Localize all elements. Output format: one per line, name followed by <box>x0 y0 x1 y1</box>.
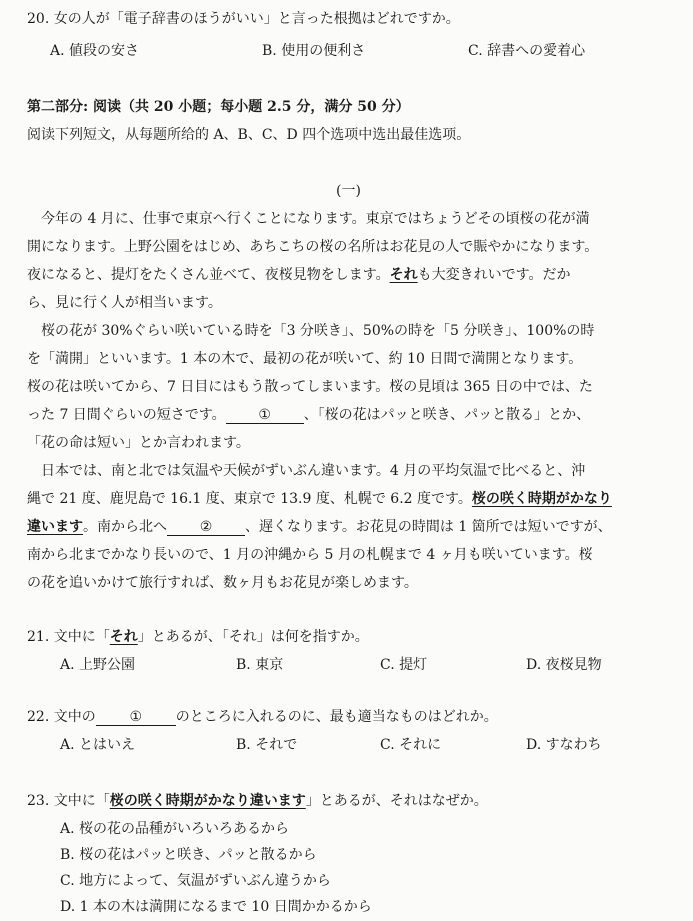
passage-text: 、「桜の花はパッと咲き、パッと散る」とか、 <box>303 407 591 423</box>
q22-option-c: C. それに <box>380 737 442 753</box>
passage-text: 。南から北へ <box>83 519 167 535</box>
passage-text: 夜になると、提灯をたくさん並べて、夜桜見物をします。 <box>27 267 390 283</box>
underlined-sore: それ <box>389 267 418 283</box>
q23-stem <box>27 790 488 810</box>
section-instruction: 阅读下列短文，从每题所给的 A、B、C、D 四个选项中选出最佳选项。 <box>27 127 471 143</box>
passage-line: ら、見に行く人が相当います。 <box>27 295 222 311</box>
q22-stem-pre: 22. 文中の <box>27 709 96 725</box>
passage-line: 桜の花が 30%ぐらい咲いている時を「3 分咲き」、50%の時を「5 分咲き」、100%の時 <box>27 323 595 339</box>
q21-stem-pre: 21. 文中に「 <box>27 629 110 645</box>
q23-stem-ref: 桜の咲く時期がかなり違います <box>109 793 306 809</box>
q22-option-a: A. とはいえ <box>60 737 136 753</box>
q21-stem-post: 」とあるが、「それ」は何を指すか。 <box>137 629 369 645</box>
q20-option-b: B. 使用の便利さ <box>262 43 366 59</box>
passage-line: 開になります。上野公園をはじめ、あちこちの桜の名所はお花見の人で賑やかになります。 <box>27 239 599 255</box>
passage-text: も大変きれいです。だか <box>417 267 571 283</box>
q23-option-c: C. 地方によって、気温がずいぶん違うから <box>60 873 331 889</box>
q21-option-c: C. 提灯 <box>380 657 428 673</box>
q21-option-a: A. 上野公園 <box>60 657 136 673</box>
passage-line <box>27 264 571 284</box>
passage-text: 縄で 21 度、鹿児島で 16.1 度、東京で 13.9 度、札幌で 6.2 度です。 <box>27 491 472 507</box>
q22-option-b: B. それで <box>236 737 298 753</box>
q21-stem-ref: それ <box>109 629 138 645</box>
passage-line: 今年の 4 月に、仕事で東京へ行くことになります。東京ではちょうどその頃桜の花が満 <box>27 211 590 227</box>
passage-line: 南から北までかなり長いので、1 月の沖縄から 5 月の札幌まで 4 ヶ月も咲いています。桜 <box>27 547 593 563</box>
passage-text: った 7 日間ぐらいの短さです。 <box>27 407 226 423</box>
passage-line <box>27 404 590 424</box>
underlined-phrase: 桜の咲く時期がかなり <box>471 491 612 507</box>
passage-line <box>27 516 612 536</box>
q23-stem-pre: 23. 文中に「 <box>27 793 110 809</box>
q22-blank: ① <box>96 710 176 726</box>
q22-option-d: D. すなわち <box>526 737 602 753</box>
passage-line: 桜の花は咲いてから、7 日目にはもう散ってしまいます。桜の見頃は 365 日の中では、た <box>27 379 593 395</box>
passage-line: 「花の命は短い」とか言われます。 <box>27 435 250 451</box>
q20-option-c: C. 辞書への愛着心 <box>468 43 586 59</box>
q21-stem <box>27 626 369 646</box>
q20-stem: 20. 女の人が「電子辞書のほうがいい」と言った根拠はどれですか。 <box>27 11 460 27</box>
q22-stem <box>27 706 498 726</box>
q23-stem-post: 」とあるが、それはなぜか。 <box>305 793 488 809</box>
passage-number: (一) <box>336 183 361 199</box>
underlined-phrase: 違います <box>27 519 83 535</box>
blank-2: ② <box>167 520 245 536</box>
q20-option-a: A. 値段の安さ <box>50 43 140 59</box>
blank-1: ① <box>226 408 304 424</box>
passage-line <box>27 488 612 508</box>
q23-option-d: D. 1 本の木は満開になるまで 10 日間かかるから <box>60 899 372 915</box>
passage-text: 、遅くなります。お花見の時間は 1 箇所では短いですが、 <box>245 519 612 535</box>
passage-line: の花を追いかけて旅行すれば、数ヶ月もお花見が楽しめます。 <box>27 575 418 591</box>
q21-option-d: D. 夜桜見物 <box>526 657 602 673</box>
q23-option-b: B. 桜の花はパッと咲き、パッと散るから <box>60 847 317 863</box>
q22-stem-post: のところに入れるのに、最も適当なものはどれか。 <box>175 709 498 725</box>
section-title: 第二部分: 阅读（共 20 小题；每小题 2.5 分，满分 50 分） <box>27 99 410 115</box>
passage-line: 日本では、南と北では気温や天候がずいぶん違います。4 月の平均気温で比べると、沖 <box>27 463 586 479</box>
passage-line: を「満開」といいます。1 本の木で、最初の花が咲いて、約 10 日間で満開となります。 <box>27 351 583 367</box>
q21-option-b: B. 東京 <box>236 657 284 673</box>
q23-option-a: A. 桜の花の品種がいろいろあるから <box>60 821 290 837</box>
